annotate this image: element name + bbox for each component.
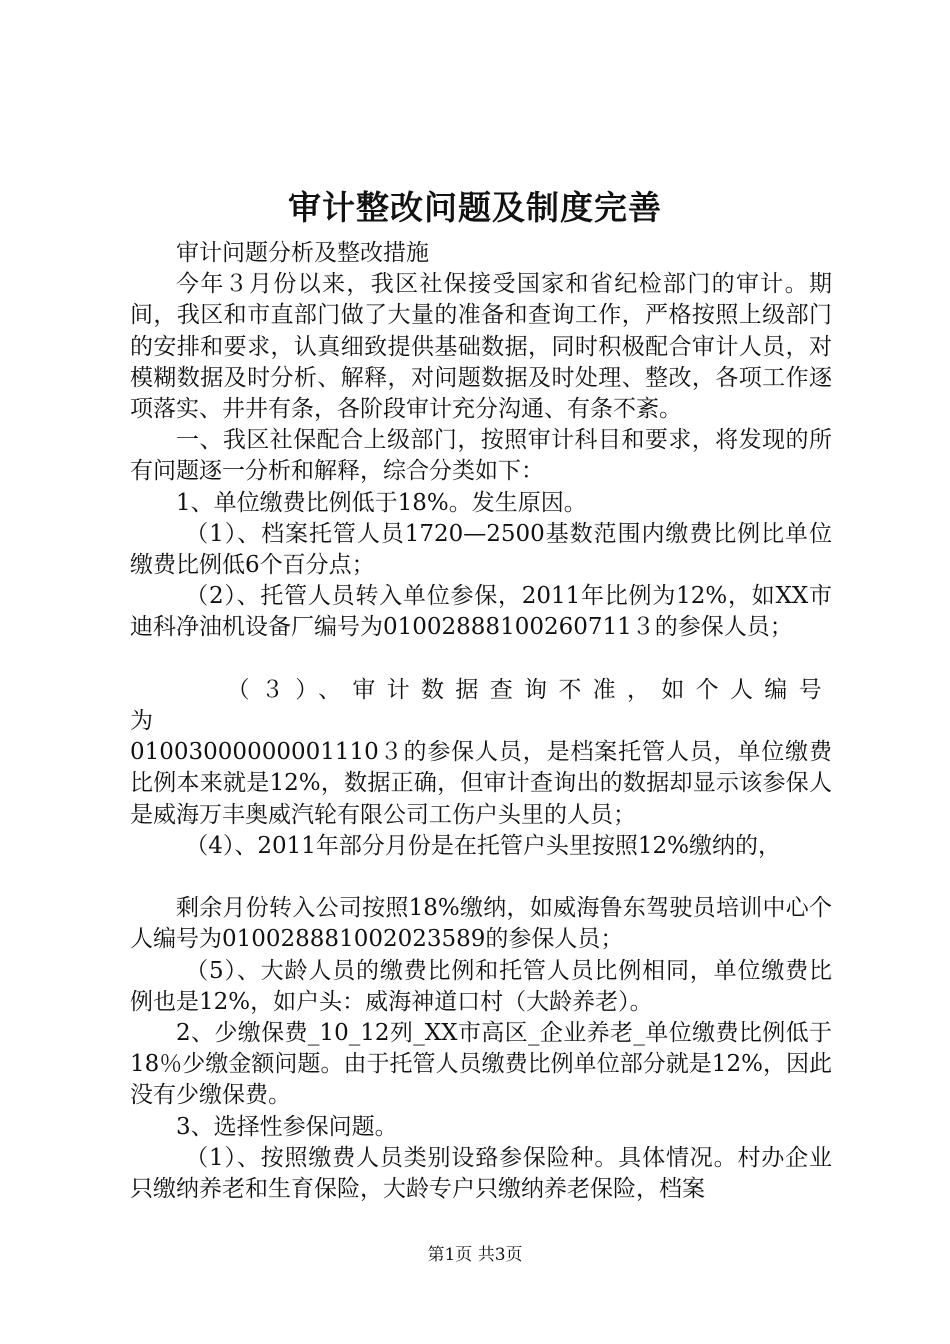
paragraph-item-1-2: （2）、托管人员转入单位参保，2011年比例为12%，如XX市迪科净油机设备厂编号为01002888100260711３的参保人员； bbox=[130, 583, 832, 641]
paragraph-item-1-4-cont: 剩余月份转入公司按照18%缴纳，如威海鲁东驾驶员培训中心个人编号为010028881002023589的参保人员； bbox=[130, 895, 832, 953]
paragraph-item-3-1: （1）、按照缴费人员类别设臵参保险种。具体情况。村办企业只缴纳养老和生育保险，大龄专户只缴纳养老保险，档案 bbox=[130, 1144, 832, 1203]
paragraph-subtitle: 审计问题分析及整改措施 bbox=[176, 240, 429, 266]
paragraph-item-2: 2、少缴保费_10_12列_XX市高区_企业养老_单位缴费比例低于18％少缴金额问题。由于托管人员缴费比例单位部分就是12%，因此没有少缴保费。 bbox=[130, 1020, 832, 1109]
paragraph-item-1: 1、单位缴费比例低于18%。发生原因。 bbox=[176, 489, 587, 516]
paragraph-item-1-1: （1）、档案托管人员1720—2500基数范围内缴费比例比单位缴费比例低6个百分点； bbox=[130, 520, 832, 579]
paragraph-item-1-4: （4）、2011年部分月份是在托管户头里按照12%缴纳的， bbox=[185, 832, 781, 859]
paragraph-intro: 今年３月份以来，我区社保接受国家和省纪检部门的审计。期间，我区和市直部门做了大量的准备和查询工作，严格按照上级部门的安排和要求，认真细致提供基础数据，同时积极配合审计人员，对模糊数据及时分析、解释，对问题数据及时处理、整改，各项工作逐项落实、井井有条，各阶段审计充分沟通、有条不紊。 bbox=[130, 271, 832, 423]
paragraph-item-1-3: 01003000000001110３的参保人员，是档案托管人员，单位缴费比例本来就是12%，数据正确，但审计查询出的数据却显示该参保人是威海万丰奥威汽轮有限公司工伤户头里的人员； bbox=[130, 739, 832, 828]
paragraph-section-1: 一、我区社保配合上级部门，按照审计科目和要求，将发现的所有问题逐一分析和解释，综合分类如下： bbox=[130, 427, 832, 485]
document-body bbox=[130, 238, 832, 1205]
blank-line bbox=[130, 644, 832, 675]
paragraph-item-1-5: （5）、大龄人员的缴费比例和托管人员比例相同，单位缴费比例也是12%，如户头：威海神道口村（大龄养老）。 bbox=[130, 957, 832, 1015]
paragraph-item-3: 3、选择性参保问题。 bbox=[176, 1113, 398, 1140]
blank-line bbox=[130, 862, 832, 893]
document-title: 审计整改问题及制度完善 bbox=[288, 188, 662, 227]
page-footer: 第1页 共3页 bbox=[427, 1245, 523, 1265]
paragraph-item-1-3-lead: （３）、审计数据查询不准，如个人编号为 bbox=[130, 676, 832, 735]
